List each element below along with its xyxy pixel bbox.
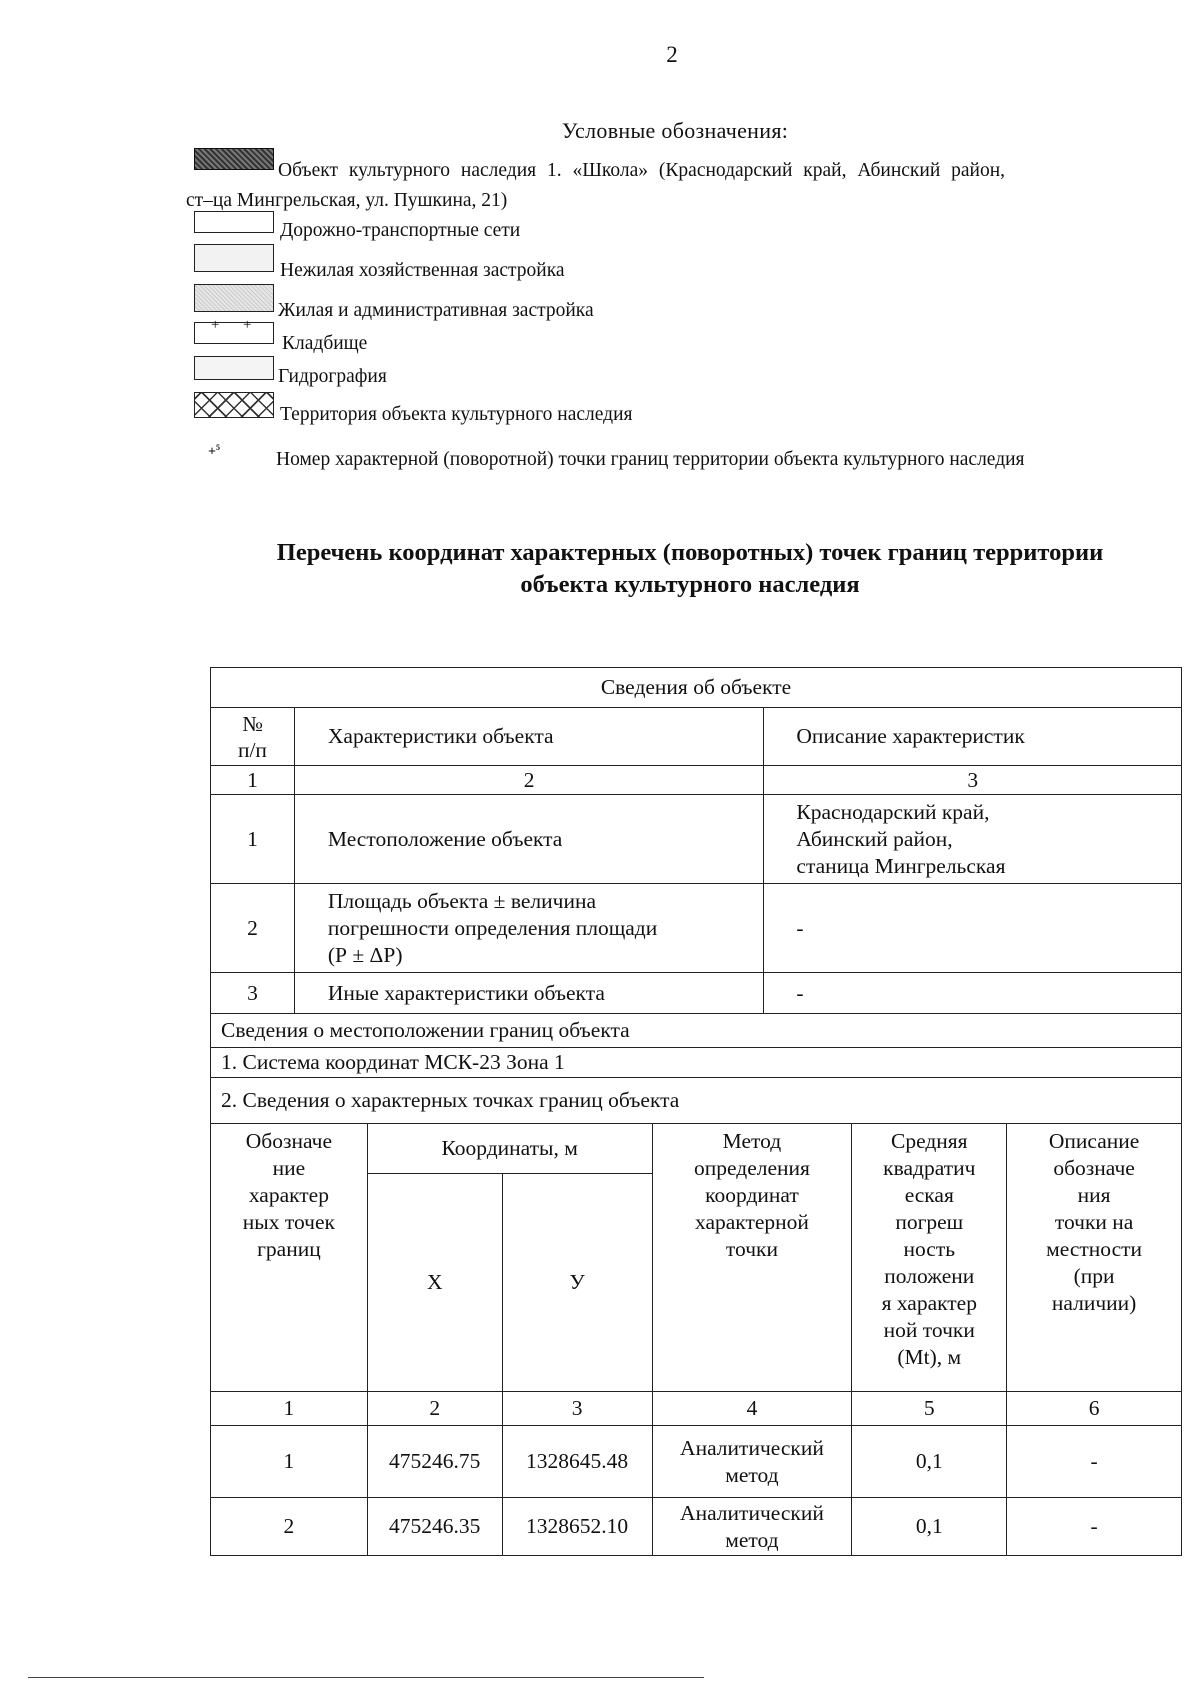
legend-title: Условные обозначения: — [561, 118, 789, 143]
heritage-object-swatch — [194, 148, 274, 170]
object-info-caption: Сведения об объекте — [211, 668, 1182, 708]
row-value: - — [764, 884, 1182, 973]
heading-line-2: объекта культурного наследия — [520, 571, 860, 598]
x-coordinate: 475246.75 — [367, 1426, 502, 1498]
point-number: 2 — [211, 1498, 368, 1556]
header-num-abbr: п/п — [237, 737, 267, 762]
boundaries-section-title: Сведения о местоположении границ объекта — [211, 1014, 1182, 1048]
y-coordinate: 1328645.48 — [502, 1426, 652, 1498]
boundary-points-table — [210, 1013, 1182, 1556]
col-number-cell: 3 — [502, 1392, 652, 1426]
row-value: - — [764, 973, 1182, 1014]
header-line: точки — [725, 1237, 778, 1261]
row-num: 2 — [211, 884, 295, 973]
header-line: ных точек — [242, 1210, 335, 1234]
header-line: характер — [248, 1183, 329, 1207]
header-line: координат — [705, 1183, 799, 1207]
header-line: ность — [903, 1237, 956, 1261]
header-line: наличии) — [1051, 1291, 1137, 1315]
legend-item-residential: Жилая и административная застройка — [278, 300, 594, 321]
header-line: ние — [272, 1156, 306, 1180]
row-name: Местоположение объекта — [294, 795, 764, 884]
legend-item-heritage-object-cont: ст–ца Мингрельская, ул. Пушкина, 21) — [186, 190, 508, 211]
header-error — [852, 1124, 1007, 1392]
point-number: 1 — [211, 1426, 368, 1498]
header-line: я характер — [881, 1291, 977, 1315]
legend-item-point-number: Номер характерной (поворотной) точки границ территории объекта культурного наследия — [276, 449, 1025, 470]
col-number-cell: 1 — [211, 1392, 368, 1426]
location-desc: - — [1007, 1498, 1182, 1556]
heading-line-1: Перечень координат характерных (поворотных) точек границ территории — [276, 539, 1104, 566]
method-cell — [652, 1498, 852, 1556]
legend-item-cemetery: Кладбище — [282, 333, 368, 354]
cross-icon: + — [243, 317, 252, 333]
value-line: станица Мингрельская — [796, 853, 1006, 878]
header-line: местности — [1046, 1237, 1143, 1261]
hydrography-swatch — [194, 356, 274, 380]
header-line: ния — [1077, 1183, 1111, 1207]
header-coordinates: Координаты, м — [367, 1124, 652, 1174]
coordinates-heading — [190, 537, 1190, 601]
legend-item-territory: Территория объекта культурного наследия — [280, 404, 633, 425]
row-num: 1 — [211, 795, 295, 884]
row-name — [294, 884, 764, 973]
col-number-cell: 2 — [367, 1392, 502, 1426]
residential-swatch — [194, 284, 274, 312]
method-line: Аналитический — [680, 1500, 824, 1525]
location-desc: - — [1007, 1426, 1182, 1498]
header-location-desc — [1007, 1124, 1182, 1392]
method-line: Аналитический — [680, 1435, 824, 1460]
table-row — [211, 1498, 1182, 1556]
value-line: Абинский район, — [796, 826, 953, 851]
header-line: (при — [1073, 1264, 1115, 1288]
legend-item-non-residential: Нежилая хозяйственная застройка — [280, 260, 565, 281]
header-line: квадратич — [883, 1156, 976, 1180]
non-residential-swatch — [194, 244, 274, 272]
header-characteristics: Характеристики объекта — [294, 708, 764, 766]
cross-icon: + — [211, 317, 220, 333]
error-value: 0,1 — [852, 1426, 1007, 1498]
col-number-cell: 5 — [852, 1392, 1007, 1426]
y-coordinate: 1328652.10 — [502, 1498, 652, 1556]
header-line: обозначе — [1053, 1156, 1135, 1180]
header-num — [211, 708, 295, 766]
legend-item-heritage-object: Объект культурного наследия 1. «Школа» (Краснодарский край, Абинский район, — [278, 160, 1006, 181]
header-line: Средняя — [890, 1129, 968, 1153]
cemetery-swatch — [194, 317, 274, 344]
points-section-title: 2. Сведения о характерных точках границ объекта — [211, 1078, 1182, 1124]
header-line: определения — [693, 1156, 810, 1180]
name-line: Площадь объекта ± величина — [327, 888, 597, 913]
roads-swatch — [194, 211, 274, 233]
method-line: метод — [725, 1527, 779, 1552]
col-number-cell: 3 — [764, 766, 1182, 795]
legend-item-roads: Дорожно-транспортные сети — [280, 220, 521, 241]
header-method — [652, 1124, 852, 1392]
col-number-cell: 2 — [294, 766, 764, 795]
object-info-table — [210, 667, 1182, 1014]
error-value: 0,1 — [852, 1498, 1007, 1556]
method-line: метод — [725, 1462, 779, 1487]
header-line: точки на — [1054, 1210, 1134, 1234]
header-line: ной точки — [883, 1318, 975, 1342]
row-name: Иные характеристики объекта — [294, 973, 764, 1014]
value-line: Краснодарский край, — [796, 799, 990, 824]
footer-divider — [28, 1677, 704, 1678]
territory-swatch — [194, 392, 274, 418]
header-line: положени — [884, 1264, 975, 1288]
row-num: 3 — [211, 973, 295, 1014]
header-line: погреш — [895, 1210, 964, 1234]
header-line: Метод — [722, 1129, 782, 1153]
col-number-cell: 6 — [1007, 1392, 1182, 1426]
header-description: Описание характеристик — [764, 708, 1182, 766]
header-y: У — [502, 1174, 652, 1392]
legend-item-hydrography: Гидрография — [278, 366, 387, 387]
col-number-cell: 4 — [652, 1392, 852, 1426]
coordinate-system: 1. Система координат МСК-23 Зона 1 — [211, 1048, 1182, 1078]
row-value — [764, 795, 1182, 884]
method-cell — [652, 1426, 852, 1498]
header-line: Обозначе — [245, 1129, 333, 1153]
page-number: 2 — [666, 42, 678, 67]
header-line: границ — [257, 1237, 321, 1261]
name-line: погрешности определения площади — [327, 915, 658, 940]
table-row — [211, 1426, 1182, 1498]
header-line: Описание — [1048, 1129, 1140, 1153]
header-num-symbol: № — [242, 711, 263, 736]
header-line: еская — [904, 1183, 954, 1207]
col-number-cell: 1 — [211, 766, 295, 795]
header-x: Х — [367, 1174, 502, 1392]
header-line: (Mt), м — [897, 1345, 962, 1369]
name-line: (Р ± ΔР) — [327, 942, 403, 967]
header-line: характерной — [694, 1210, 809, 1234]
header-designation — [211, 1124, 368, 1392]
x-coordinate: 475246.35 — [367, 1498, 502, 1556]
point-marker-icon: +$^5$ — [208, 443, 220, 460]
